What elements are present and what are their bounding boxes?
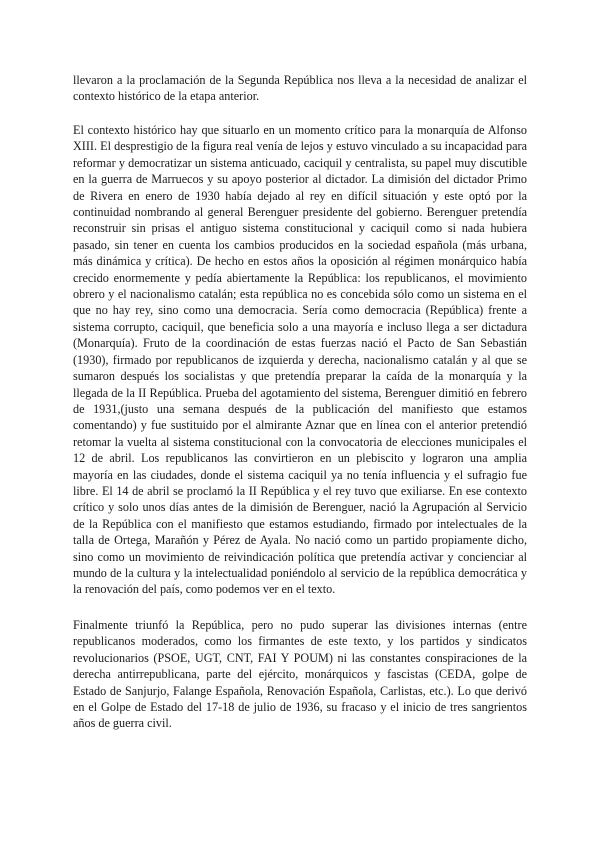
paragraph-conclusion: Finalmente triunfó la República, pero no pudo superar las divisiones internas (entre republicanos moderados, como los firmantes de este texto, y los partidos y sindicatos revolucionarios (PSOE, UGT, CNT, FAI Y POUM) ni las constantes conspiraciones de la derecha antirrepublicana, parte del ejército, monárquicos y fascistas (CEDA, golpe de Estado de Sanjurjo, Falange Española, Renovación Española, Carlistas, etc.). Lo que derivó en el Golpe de Estado del 17-18 de julio de 1936, su fracaso y el inicio de tres sangrientos años de guerra civil. — [73, 618, 527, 731]
paragraph-intro: llevaron a la proclamación de la Segunda República nos lleva a la necesidad de analizar el contexto histórico de la etapa anterior. — [73, 73, 527, 104]
paragraph-historical-context: El contexto histórico hay que situarlo en un momento crítico para la monarquía de Alfonso XIII. El desprestigio de la figura real venía de lejos y estuvo vinculado a su incapacidad para reformar y democratizar un sistema anticuado, caciquil y centralista, su papel muy discutible en la guerra de Marruecos y su apoyo posterior al dictador. La dimisión del dictador Primo de Rivera en enero de 1930 había dejado al rey en difícil situación y este optó por la continuidad nombrando al general Berenguer presidente del gobierno. Berenguer pretendía reconstruir sin prisas el antiguo sistema constitucional y caciquil como si nada hubiera pasado, sin tener en cuenta los cambios producidos en la sociedad española (más urbana, más dinámica y crítica). De hecho en estos años la oposición al régimen monárquico había crecido enormemente y pedía abiertamente la República: los republicanos, el movimiento obrero y el nacionalismo catalán; esta república no es concebida sólo como un sistema en el que no hay rey, sino como una democracia. Sería como democracia (República) frente a sistema corrupto, caciquil, que beneficia solo a una mayoría e incluso llega a ser dictadura (Monarquía). Fruto de la coordinación de estas fuerzas nació el Pacto de San Sebastián (1930), firmado por republicanos de izquierda y derecha, nacionalismo catalán y al que se sumaron después los socialistas y que pretendía preparar la caída de la monarquía y la llegada de la II República. Prueba del agotamiento del sistema, Berenguer dimitió en febrero de 1931,(justo una semana después de la publicación del manifiesto que estamos comentando) y fue sustituido por el almirante Aznar que en línea con el anterior pretendió retomar la vuelta al sistema constitucional con la convocatoria de elecciones municipales el 12 de abril. Los republicanos las convirtieron en un plebiscito y lograron una amplia mayoría en las ciudades, donde el sistema caciquil ya no tenía influencia y el sufragio fue libre. El 14 de abril se proclamó la II República y el rey tuvo que exiliarse. En ese contexto crítico y solo unos días antes de la dimisión de Berenguer, nació la Agrupación al Servicio de la República con el manifiesto que estamos estudiando, firmado por intelectuales de la talla de Ortega, Marañón y Pérez de Ayala. No nació como un partido propiamente dicho, sino como un movimiento de reivindicación política que pretendía activar y concienciar al mundo de la cultura y la intelectualidad poniéndolo al servicio de la república democrática y la renovación del país, como podemos ver en el texto. — [73, 123, 527, 597]
